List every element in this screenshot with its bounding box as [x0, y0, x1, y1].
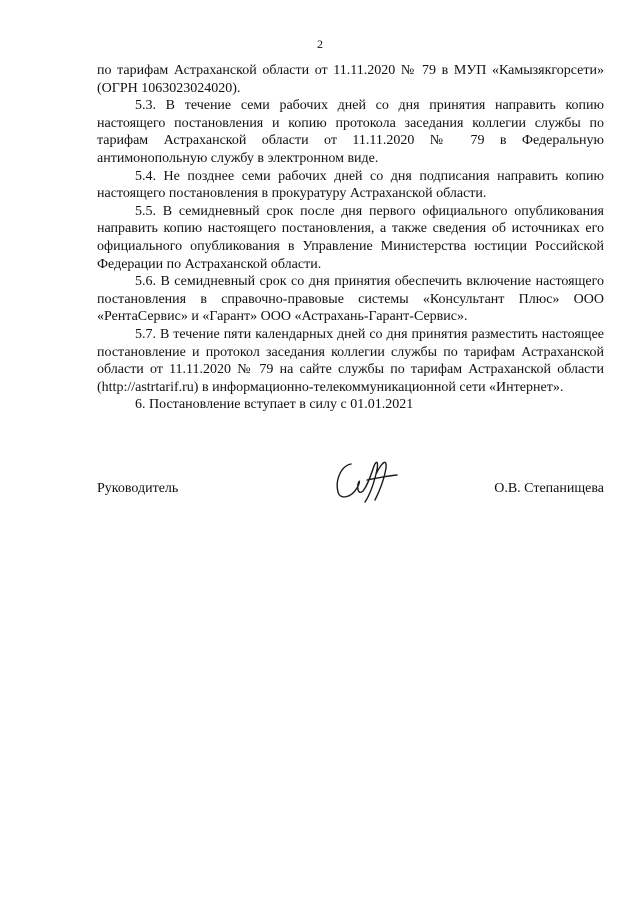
paragraph-5-3: 5.3. В течение семи рабочих дней со дня принятия направить копию настоящего постановления и копию протокола заседания коллегии службы по тарифам Астраханской области от 11.11.2020 № 79 в Федеральную антимонопольную службу в электронном виде. [97, 98, 604, 166]
signatory-title: Руководитель [97, 481, 179, 496]
signature-block [97, 481, 604, 521]
document-body [97, 62, 604, 414]
paragraph-5-6: 5.6. В семидневный срок со дня принятия обеспечить включение настоящего постановления в справочно-правовые системы «Консультант Плюс» ООО «РентаСервис» и «Гарант» ООО «Астрахань-Гарант-Сервис». [97, 274, 604, 325]
paragraph-continuation: по тарифам Астраханской области от 11.11.2020 № 79 в МУП «Камызякгорсети» (ОГРН 1063023024020). [97, 63, 604, 96]
signatory-name: О.В. Степанищева [494, 481, 604, 496]
handwritten-signature [329, 454, 409, 504]
paragraph-5-7: 5.7. В течение пяти календарных дней со дня принятия разместить настоящее постановление и протокол заседания коллегии службы по тарифам Астраханской области от 11.11.2020 № 79 на сайте службы по тарифам Астраханской области (http://astrtarif.ru) в информационно-телекоммуникационной сети «Интернет». [97, 326, 604, 395]
paragraph-5-4: 5.4. Не позднее семи рабочих дней со дня подписания направить копию настоящего постановления в прокуратуру Астраханской области. [97, 168, 604, 202]
paragraph-6: 6. Постановление вступает в силу с 01.01.2021 [135, 397, 414, 413]
paragraph-5-5: 5.5. В семидневный срок после дня первого официального опубликования направить копию настоящего постановления, а также сведения об источниках его официального опубликования в Управление Министерства юстиции Российской Федерации по Астраханской области. [97, 203, 604, 272]
page-number: 2 [317, 37, 323, 51]
